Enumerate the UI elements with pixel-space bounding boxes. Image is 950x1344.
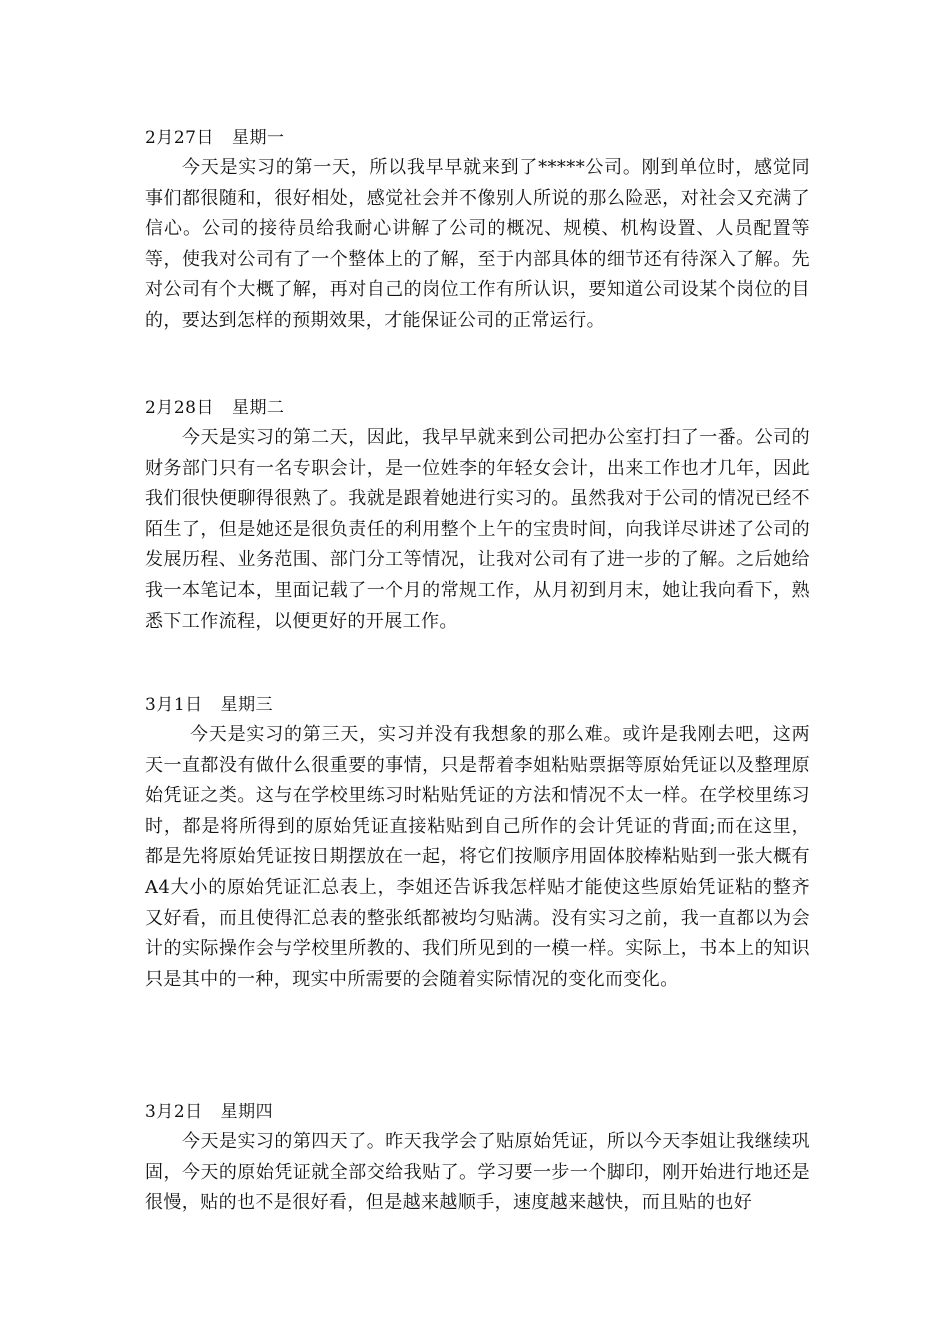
entry-weekday: 星期四: [220, 1102, 274, 1122]
entry-body: 今天是实习的第一天，所以我早早就来到了*****公司。刚到单位时，感觉同事们都很随和，很好相处，感觉社会并不像别人所说的那么险恶，对社会又充满了信心。公司的接待员给我耐心讲解了公司的概况、规模、机构设置、人员配置等等，使我对公司有了一个整体上的了解，至于内部具体的细节还有待深入了解。先对公司有个大概了解，再对自己的岗位工作有所认识，要知道公司设某个岗位的目的，要达到怎样的预期效果，才能保证公司的正常运行。: [145, 157, 810, 331]
entry-date-heading: [145, 393, 810, 423]
entry-date-heading: [145, 690, 810, 720]
diary-entry: [145, 123, 810, 337]
entry-body: 今天是实习的第三天，实习并没有我想象的那么难。或许是我刚去吧，这两天一直都没有做什么很重要的事情，只是帮着李姐粘贴票据等原始凭证以及整理原始凭证之类。这与在学校里练习时粘贴凭证的方法和情况不太一样。在学校里练习时，都是将所得到的原始凭证直接粘贴到自己所作的会计凭证的背面;而在这里，都是先将原始凭证按日期摆放在一起，将它们按顺序用固体胶棒粘贴到一张大概有A4大小的原始凭证汇总表上，李姐还告诉我怎样贴才能使这些原始凭证粘的整齐又好看，而且使得汇总表的整张纸都被均匀贴满。没有实习之前，我一直都以为会计的实际操作会与学校里所教的、我们所见到的一模一样。实际上，书本上的知识只是其中的一种，现实中所需要的会随着实际情况的变化而变化。: [145, 724, 810, 990]
entry-weekday: 星期二: [231, 398, 285, 418]
entry-date-heading: [145, 123, 810, 153]
entry-date: 2月28日: [145, 398, 214, 418]
entry-date: 3月1日: [145, 695, 203, 715]
entry-weekday: 星期三: [220, 695, 274, 715]
diary-entry: [145, 690, 810, 995]
entry-date: 2月27日: [145, 128, 214, 148]
diary-entry: [145, 1097, 810, 1219]
entry-body: 今天是实习的第二天，因此，我早早就来到公司把办公室打扫了一番。公司的财务部门只有一名专职会计，是一位姓李的年轻女会计，出来工作也才几年，因此我们很快便聊得很熟了。我就是跟着她进行实习的。虽然我对于公司的情况已经不陌生了，但是她还是很负责任的利用整个上午的宝贵时间，向我详尽讲述了公司的发展历程、业务范围、部门分工等情况，让我对公司有了进一步的了解。之后她给我一本笔记本，里面记载了一个月的常规工作，从月初到月末，她让我向看下，熟悉下工作流程，以便更好的开展工作。: [145, 427, 810, 632]
entry-date: 3月2日: [145, 1102, 203, 1122]
entry-weekday: 星期一: [231, 128, 285, 148]
entry-body: 今天是实习的第四天了。昨天我学会了贴原始凭证，所以今天李姐让我继续巩固，今天的原始凭证就全部交给我贴了。学习要一步一个脚印，刚开始进行地还是很慢，贴的也不是很好看，但是越来越顺手，速度越来越快，而且贴的也好: [145, 1131, 810, 1214]
diary-entry: [145, 393, 810, 637]
entry-date-heading: [145, 1097, 810, 1127]
